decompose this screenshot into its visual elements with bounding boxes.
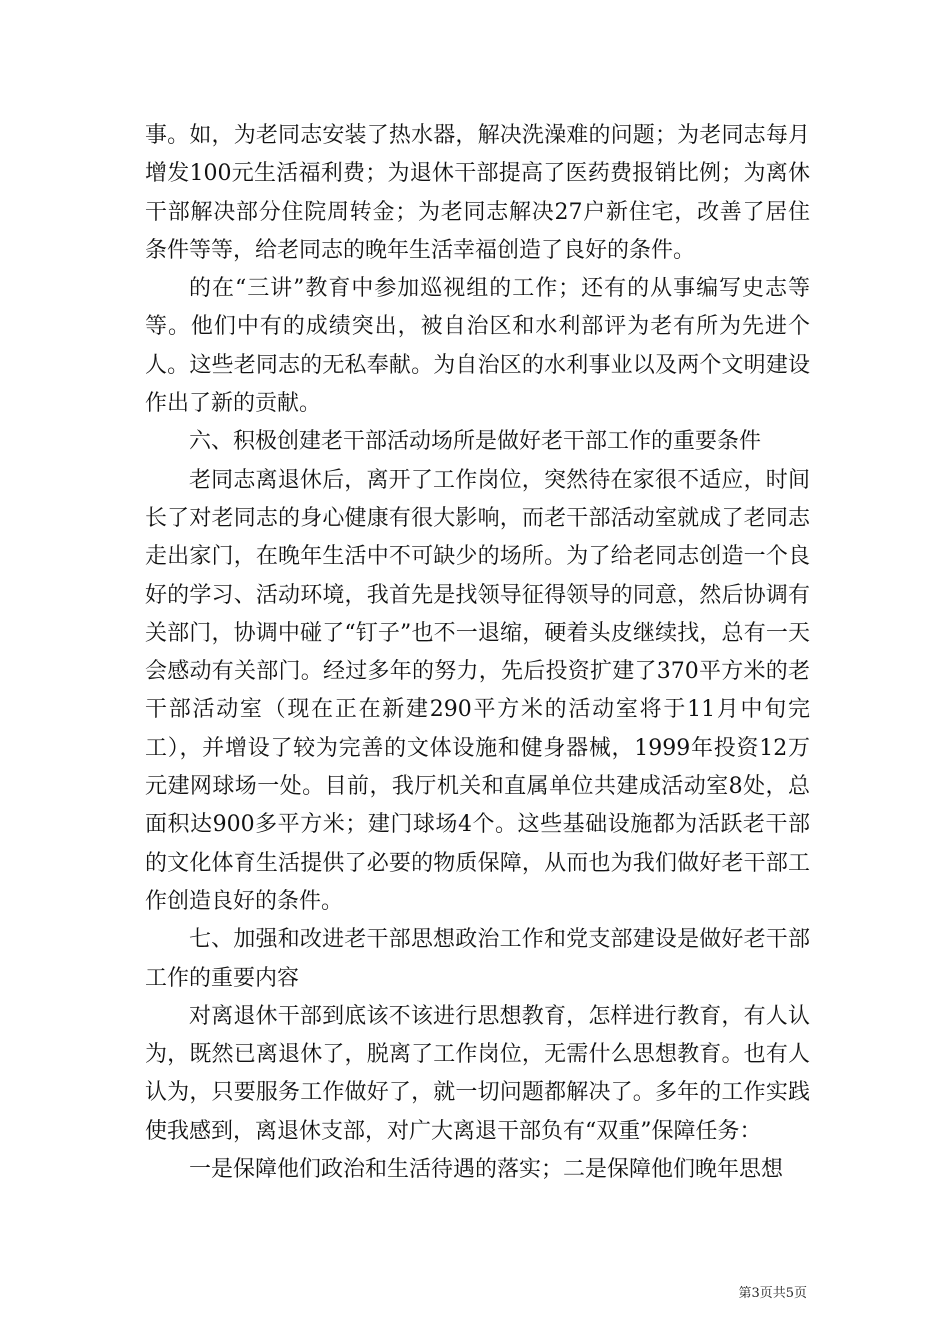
page-number: 第3页共5页	[738, 1286, 807, 1301]
document-body	[145, 117, 810, 1189]
section-heading-seven: 七、加强和改进老干部思想政治工作和党支部建设是做好老干部工作的重要内容	[145, 927, 810, 991]
paragraph: 的在“三讲”教育中参加巡视组的工作；还有的从事编写史志等等。他们中有的成绩突出，被自治区和水利部评为老有所为先进个人。这些老同志的无私奉献。为自治区的水利事业以及两个文明建设作出了新的贡献。	[145, 276, 810, 417]
section-heading-six: 六、积极创建老干部活动场所是做好老干部工作的重要条件	[189, 429, 762, 455]
paragraph: 对离退休干部到底该不该进行思想教育，怎样进行教育，有人认为，既然已离退休了，脱离了工作岗位，无需什么思想教育。也有人认为，只要服务工作做好了，就一切问题都解决了。多年的工作实践使我感到，离退休支部，对广大离退干部负有“双重”保障任务：	[145, 1003, 810, 1144]
paragraph-continuation: 事。如，为老同志安装了热水器，解决洗澡难的问题；为老同志每月增发100元生活福利费；为退休干部提高了医药费报销比例；为离休干部解决部分住院周转金；为老同志解决27户新住宅，改善了居住条件等等，给老同志的晚年生活幸福创造了良好的条件。	[145, 123, 810, 263]
paragraph: 一是保障他们政治和生活待遇的落实；二是保障他们晚年思想	[189, 1157, 784, 1183]
paragraph: 老同志离退休后，离开了工作岗位，突然待在家很不适应，时间长了对老同志的身心健康有很大影响，而老干部活动室就成了老同志走出家门，在晚年生活中不可缺少的场所。为了给老同志创造一个良好的学习、活动环境，我首先是找领导征得领导的同意，然后协调有关部门，协调中碰了“钉子”也不一退缩，硬着头皮继续找，总有一天会感动有关部门。经过多年的努力，先后投资扩建了370平方米的老干部活动室（现在正在新建290平方米的活动室将于11月中旬完工），并增设了较为完善的文体设施和健身器械，1999年投资12万元建网球场一处。目前，我厅机关和直属单位共建成活动室8处，总面积达900多平方米；建门球场4个。这些基础设施都为活跃老干部的文化体育生活提供了必要的物质保障，从而也为我们做好老干部工作创造良好的条件。	[145, 467, 810, 914]
